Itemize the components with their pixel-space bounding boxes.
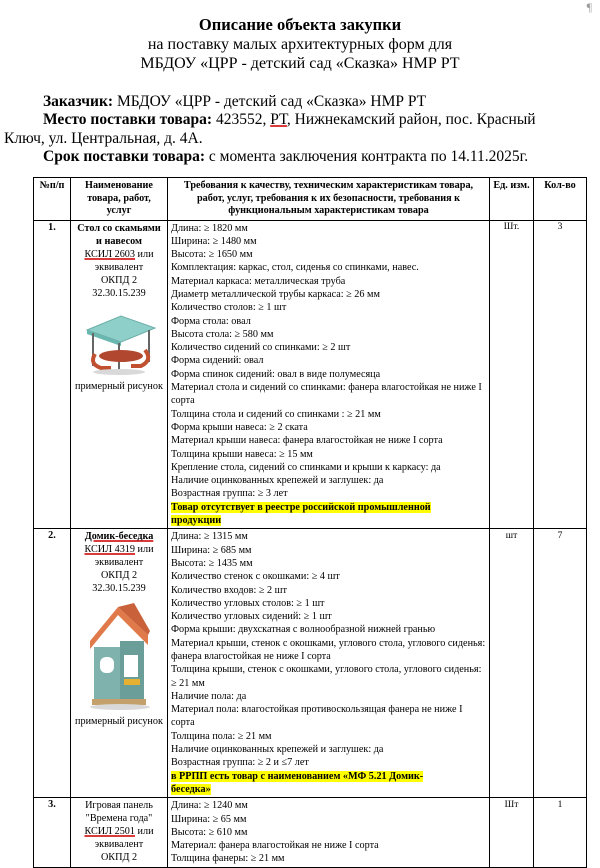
req-line: Высота: ≥ 1650 мм [171, 249, 253, 261]
row-name-cell [71, 220, 168, 529]
picture-caption: примерный рисунок [75, 380, 163, 392]
req-line: Ширина: ≥ 65 мм [171, 813, 247, 825]
req-line: Форма стола: овал [171, 315, 251, 327]
row-num: 3. [34, 798, 71, 867]
table-row [34, 798, 587, 867]
req-line: Толщина фанеры: ≥ 21 мм [171, 853, 285, 865]
place-line-2: Ключ, ул. Центральная, д. 4А. [4, 130, 203, 147]
document-subtitle-1: на поставку малых архитектурных форм для [147, 36, 453, 53]
item-name: Игровая панель "Времена года" [85, 800, 153, 825]
req-line: Количество угловых сидений: ≥ 1 шт [171, 611, 332, 623]
req-line: Материал крыши навеса: фанера влагостойкая не ниже I сорта [171, 435, 443, 447]
term-label: Срок поставки товара: [43, 148, 206, 165]
req-line: Количество входов: ≥ 2 шт [171, 584, 287, 596]
place-index: 423552, [215, 111, 267, 128]
req-line: Материал пола: влагостойкая противоскользящая фанера не ниже I сорта [171, 704, 463, 729]
req-line: Материал: фанера влагостойкая не ниже I сорта [171, 840, 379, 852]
req-line: Материал крыши, стенок с окошками, углового стола, углового сиденья: фанера влагостойкая не ниже I сорта [171, 637, 486, 662]
req-line: Наличие пола: да [171, 690, 247, 702]
ksil-code: КСИЛ 2501 [84, 826, 135, 838]
req-line: Длина: ≥ 1315 мм [171, 531, 248, 543]
paragraph-mark: ¶ [586, 0, 592, 14]
req-line: Толщина пола: ≥ 21 мм [171, 730, 272, 742]
req-line: Ширина: ≥ 685 мм [171, 544, 252, 556]
row-num: 1. [34, 220, 71, 529]
item-code [74, 248, 164, 274]
req-line: Высота: ≥ 610 мм [171, 826, 248, 838]
item-code [74, 825, 164, 851]
place-label: Место поставки товара: [43, 111, 213, 128]
row-name-cell [71, 798, 168, 867]
document-title: Описание объекта закупки [198, 15, 402, 34]
spec-table [33, 177, 587, 868]
row-unit: Шт [490, 798, 534, 867]
row-reqs-cell [168, 220, 490, 529]
customer-label: Заказчик: [43, 93, 114, 110]
req-line: Возрастная группа: ≥ 3 лет [171, 488, 288, 500]
table-with-canopy-picture [79, 306, 159, 376]
registry-note: Товар отсутствует в реестре российской промышленной продукции [171, 501, 431, 527]
table-row [34, 529, 587, 798]
req-line: Форма сидений: овал [171, 355, 264, 367]
req-line: Длина: ≥ 1820 мм [171, 222, 248, 234]
req-line: Высота: ≥ 1435 мм [171, 557, 253, 569]
req-line: Толщина стола и сидений со спинками : ≥ 21 мм [171, 408, 381, 420]
item-code [74, 543, 164, 569]
document-subtitle-2: МБДОУ «ЦРР - детский сад «Сказка» НМР РТ [140, 55, 460, 72]
req-line: Толщина крыши навеса: ≥ 15 мм [171, 448, 313, 460]
row-unit: шт [490, 529, 534, 798]
okpd-label: ОКПД 2 [100, 852, 138, 864]
place-region: РТ [270, 111, 287, 128]
req-line: Форма крыши: двухскатная с волнообразной нижней гранью [171, 624, 436, 636]
place-address: , Нижнекамский район, пос. Красный [286, 111, 536, 128]
req-line: Диаметр металлической трубы каркаса: ≥ 26 мм [171, 288, 380, 300]
row-reqs-cell [168, 529, 490, 798]
req-line: Возрастная группа: ≥ 2 и ≤7 лет [171, 757, 309, 769]
place-line [43, 110, 583, 129]
equiv-text: или эквивалент [94, 544, 154, 569]
term-value: с момента заключения контракта по 14.11.2025г. [208, 148, 529, 165]
customer-line [43, 92, 426, 111]
req-line: Количество столов: ≥ 1 шт [171, 302, 287, 314]
req-line: Наличие оцинкованных крепежей и заглушек: да [171, 744, 384, 756]
req-line: Толщина крыши, стенок с окошками, углового стола, углового сиденья: ≥ 21 мм [171, 664, 482, 689]
okpd-label: ОКПД 2 [100, 570, 138, 582]
req-line: Длина: ≥ 1240 мм [171, 800, 248, 812]
req-line: Ширина: ≥ 1480 мм [171, 235, 257, 247]
picture-caption: примерный рисунок [75, 716, 163, 728]
table-header-row [34, 178, 587, 221]
row-qty: 7 [534, 529, 587, 798]
header-reqs: Требования к качеству, техническим характеристикам товара, работ, услуг, требования к их безопасности, требования к функциональным характеристикам товара [168, 178, 490, 221]
header-num: №п/п [34, 178, 71, 221]
row-reqs-cell [168, 798, 490, 867]
req-line: Количество стенок с окошками: ≥ 4 шт [171, 571, 340, 583]
equiv-text: или эквивалент [94, 826, 154, 851]
okpd-label: ОКПД 2 [100, 274, 138, 286]
req-note-wrap [171, 501, 461, 528]
registry-note: в РРПП есть товар с наименованием «МФ 5.21 Домик-беседка» [171, 770, 424, 795]
header-unit: Ед. изм. [490, 178, 534, 221]
req-line: Материал каркаса: металлическая труба [171, 275, 346, 287]
item-name: Домик-беседка [84, 531, 154, 543]
req-line: Форма спинок сидений: овал в виде полумесяца [171, 368, 381, 380]
ksil-code: КСИЛ 2603 [84, 248, 135, 260]
table-row [34, 220, 587, 529]
req-line: Форма крыши навеса: ≥ 2 ската [171, 421, 308, 433]
equiv-text: или эквивалент [94, 248, 154, 273]
okpd-code: 32.30.15.239 [92, 583, 146, 595]
term-line [43, 147, 528, 166]
req-line: Количество угловых столов: ≥ 1 шт [171, 597, 325, 609]
req-line: Количество сидений со спинками: ≥ 2 шт [171, 342, 351, 354]
ksil-code: КСИЛ 4319 [84, 544, 135, 556]
req-line: Наличие оцинкованных крепежей и заглушек: да [171, 475, 384, 487]
okpd-code: 32.30.15.239 [92, 287, 146, 299]
row-num: 2. [34, 529, 71, 798]
customer-value: МБДОУ «ЦРР - детский сад «Сказка» НМР РТ [116, 93, 427, 110]
req-note-wrap [171, 770, 461, 797]
header-qty: Кол-во [534, 178, 587, 221]
gazebo-house-picture [84, 601, 154, 711]
req-line: Крепление стола, сидений со спинками и крыши к каркасу: да [171, 461, 441, 473]
row-unit: Шт. [490, 220, 534, 529]
req-line: Материал стола и сидений со спинками: фанера влагостойкая не ниже I сорта [171, 382, 482, 407]
req-line: Высота стола: ≥ 580 мм [171, 328, 274, 340]
row-qty: 1 [534, 798, 587, 867]
row-qty: 3 [534, 220, 587, 529]
header-name: Наименование товара, работ, услуг [71, 178, 168, 221]
item-name: Стол со скамьями и навесом [77, 222, 161, 247]
row-name-cell [71, 529, 168, 798]
req-line: Комплектация: каркас, стол, сиденья со спинками, навес. [171, 262, 419, 274]
